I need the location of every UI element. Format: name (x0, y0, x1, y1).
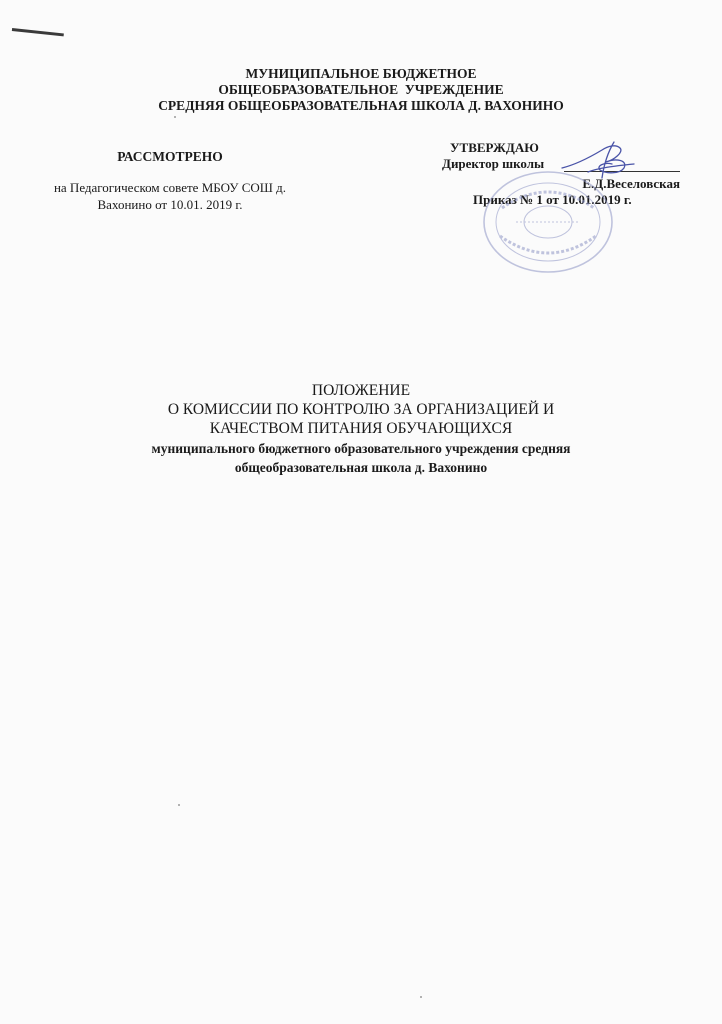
considered-line-1: на Педагогическом совете МБОУ СОШ д. (53, 180, 287, 195)
header-line-1: МУНИЦИПАЛЬНОЕ БЮДЖЕТНОЕ (245, 66, 477, 81)
document-subtitle-line-2: КАЧЕСТВОМ ПИТАНИЯ ОБУЧАЮЩИХСЯ (209, 420, 513, 437)
scan-mark (12, 28, 64, 36)
scan-speck (178, 804, 180, 806)
organization-line-1: муниципального бюджетного образовательного учреждения средняя (151, 441, 571, 456)
director-position: Директор школы (442, 156, 545, 171)
considered-block (20, 148, 320, 213)
document-title-block (0, 381, 722, 476)
header-line-2: ОБЩЕОБРАЗОВАТЕЛЬНОЕ УЧРЕЖДЕНИЕ (218, 82, 504, 97)
director-name: Е.Д.Веселовская (582, 176, 680, 191)
approval-order: Приказ № 1 от 10.01.2019 г. (473, 192, 632, 207)
considered-title: РАССМОТРЕНО (117, 149, 223, 164)
school-stamp (480, 168, 616, 276)
scan-speck (420, 996, 422, 998)
scan-speck (174, 116, 176, 118)
header-line-3: СРЕДНЯЯ ОБЩЕОБРАЗОВАТЕЛЬНАЯ ШКОЛА Д. ВАХОНИНО (158, 98, 564, 113)
organization-header (0, 66, 722, 114)
considered-line-2: Вахонино от 10.01. 2019 г. (97, 197, 243, 212)
approved-title: УТВЕРЖДАЮ (450, 140, 539, 155)
document-subtitle-line-1: О КОМИССИИ ПО КОНТРОЛЮ ЗА ОРГАНИЗАЦИЕЙ И (167, 401, 555, 418)
organization-line-2: общеобразовательная школа д. Вахонино (234, 460, 488, 475)
document-title: ПОЛОЖЕНИЕ (311, 382, 411, 399)
